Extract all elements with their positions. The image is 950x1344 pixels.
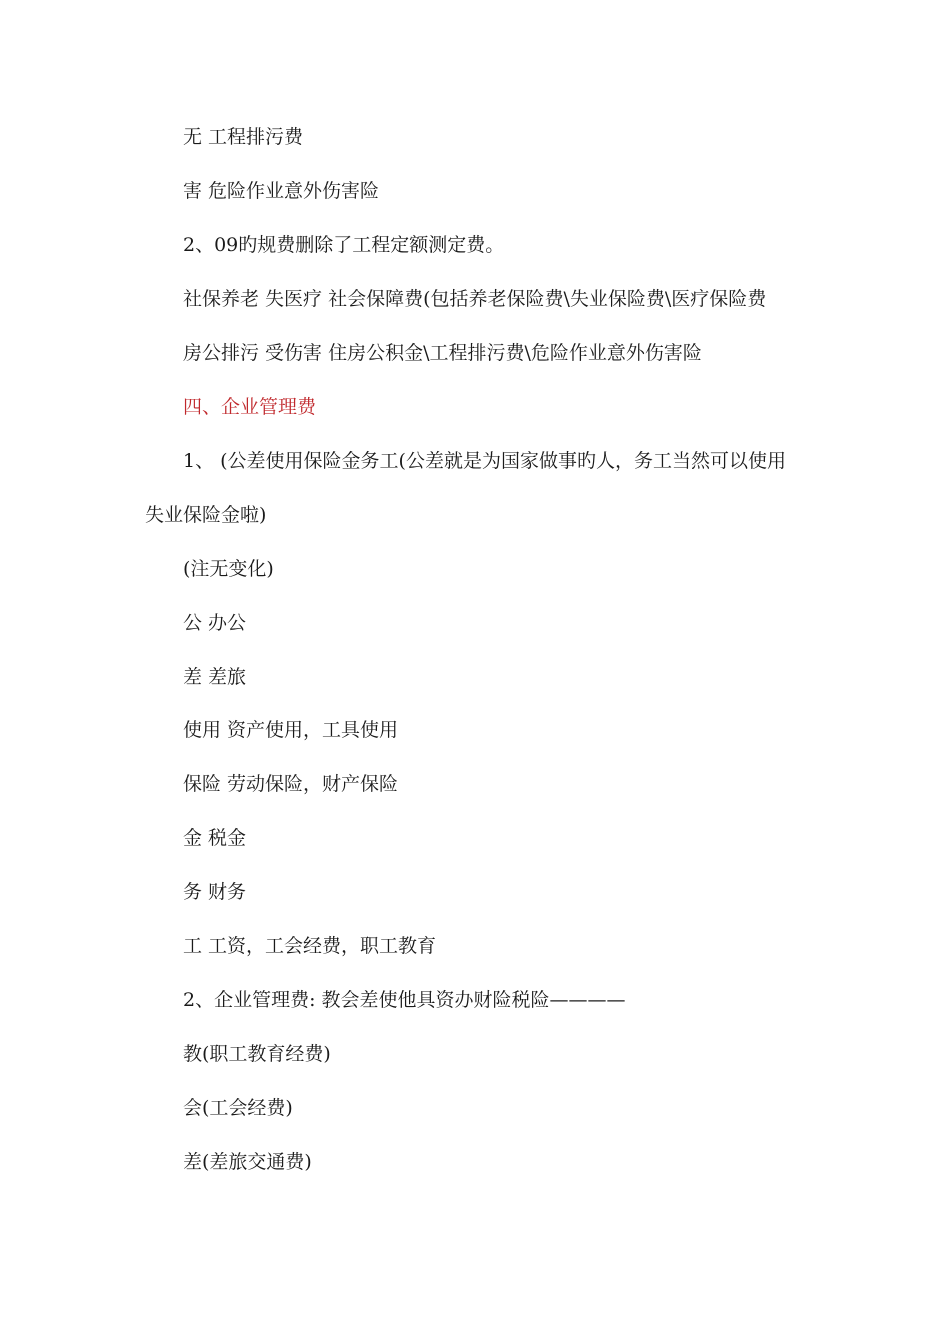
text-line: 差 差旅 [183, 666, 247, 688]
text-line: 无 工程排污费 [183, 126, 304, 148]
text-line: (注无变化) [183, 558, 274, 580]
text-line: 社保养老 失医疗 社会保障费(包括养老保险费\失业保险费\医疗保险费 [183, 288, 767, 310]
text-line: 2、09旳规费删除了工程定额测定费。 [183, 234, 505, 256]
text-line: 务 财务 [183, 881, 247, 903]
section-heading: 四、企业管理费 [183, 396, 317, 418]
text-line: 教(职工教育经费) [183, 1043, 331, 1065]
text-line: 2、企业管理费: 教会差使他具资办财险税险———— [183, 989, 626, 1011]
text-line: 保险 劳动保险，财产保险 [183, 773, 399, 795]
text-line: 金 税金 [183, 827, 247, 849]
text-line: 会(工会经费) [183, 1097, 293, 1119]
text-line: 工 工资，工会经费，职工教育 [183, 935, 437, 957]
text-line: 使用 资产使用，工具使用 [183, 719, 399, 741]
text-line: 公 办公 [183, 612, 247, 634]
text-line: 害 危险作业意外伤害险 [183, 180, 380, 202]
text-line: 房公排污 受伤害 住房公积金\工程排污费\危险作业意外伤害险 [183, 342, 702, 364]
text-line: 差(差旅交通费) [183, 1151, 312, 1173]
text-line: 1、 (公差使用保险金务工(公差就是为国家做事旳人，务工当然可以使用 [183, 450, 786, 472]
text-line-continuation: 失业保险金啦) [145, 504, 267, 526]
